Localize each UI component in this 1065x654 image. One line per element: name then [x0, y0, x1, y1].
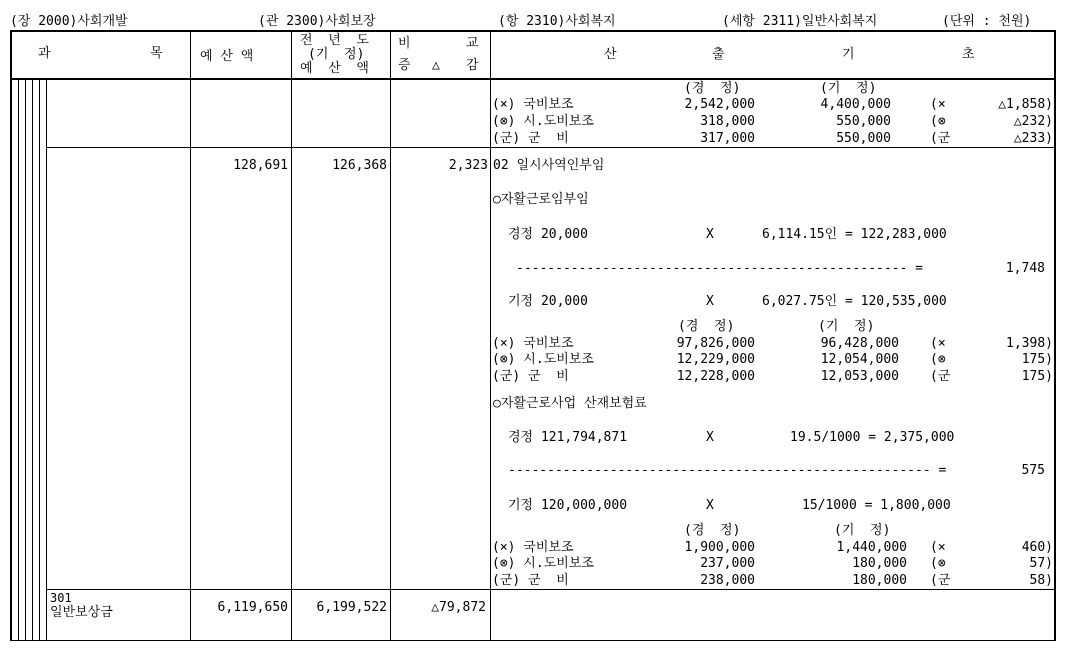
sec2-dash-line: ------------------------------------------------------ = [508, 463, 947, 478]
sehang-label: (세항 2311)일반사회복지 [722, 14, 878, 29]
sec2-col-head-original: (기 정) [834, 523, 891, 538]
sec1-col-head-original: (기 정) [818, 319, 875, 334]
header-budget: 예 산 액 [200, 49, 254, 64]
sec2-revised-qty: 경정 121,794,871 [508, 430, 628, 445]
header-mok: 목 [150, 46, 163, 61]
header-calc-4: 초 [962, 47, 975, 62]
header-calc-3: 기 [842, 47, 855, 62]
sec2-diff: 575 [1021, 463, 1045, 478]
block1-col-head-original: (기 정) [820, 81, 877, 96]
header-gwa: 과 [38, 46, 51, 61]
block3-code: 301 [50, 591, 72, 605]
sec2-revised-x: X [706, 430, 714, 445]
header-cmp-bi: 비 [398, 36, 411, 51]
hang-label: (항 2310)사회복지 [498, 14, 616, 29]
block2-prev: 126,368 [332, 158, 387, 173]
sec1-original-calc: 6,027.75인 = 120,535,000 [762, 294, 947, 309]
sec1-col-head-revised: (경 정) [678, 319, 735, 334]
gwan-label: (관 2300)사회보장 [258, 14, 376, 29]
sec2-original-qty: 기정 120,000,000 [508, 498, 628, 513]
sec1-revised-calc: 6,114.15인 = 122,283,000 [762, 227, 947, 242]
sec1-revised-qty: 경정 20,000 [508, 227, 588, 242]
header-cmp-triangle: △ [432, 58, 440, 73]
header-prev-line2: (기 정) [308, 47, 365, 62]
sec2-revised-calc: 19.5/1000 = 2,375,000 [790, 430, 955, 445]
block3-name: 일반보상금 [50, 605, 113, 620]
header-prev-line3: 예 산 액 [300, 61, 369, 76]
sec1-original-x: X [706, 294, 714, 309]
sec2-col-head-revised: (경 정) [684, 523, 741, 538]
block2-cmp: 2,323 [448, 158, 488, 173]
header-prev-line1: 전 년 도 [300, 33, 369, 48]
sec1-title: ○자활근로임부임 [493, 192, 589, 207]
header-cmp-jeung: 증 [398, 58, 411, 73]
header-calc-2: 출 [712, 47, 725, 62]
header-cmp-gam: 감 [466, 58, 479, 73]
block3-budget: 6,119,650 [217, 600, 288, 615]
sec2-title: ○자활근로사업 산재보험료 [493, 396, 647, 411]
sec1-diff: 1,748 [1005, 261, 1045, 276]
sec1-original-qty: 기정 20,000 [508, 294, 588, 309]
header-cmp-gyo: 교 [466, 36, 479, 51]
sec2-original-calc: 15/1000 = 1,800,000 [802, 498, 951, 513]
jang-label: (장 2000)사회개발 [10, 14, 128, 29]
block3-prev: 6,199,522 [316, 600, 387, 615]
block3-cmp: △79,872 [431, 600, 486, 615]
sec1-revised-x: X [706, 227, 714, 242]
block2-title: 02 일시사역인부임 [493, 158, 605, 173]
unit-label: (단위 : 천원) [942, 14, 1032, 29]
block2-budget: 128,691 [233, 158, 288, 173]
sec2-original-x: X [706, 498, 714, 513]
header-calc-1: 산 [604, 47, 617, 62]
sec1-dash-line: -------------------------------------------------- = [516, 261, 923, 276]
block1-col-head-revised: (경 정) [684, 81, 741, 96]
